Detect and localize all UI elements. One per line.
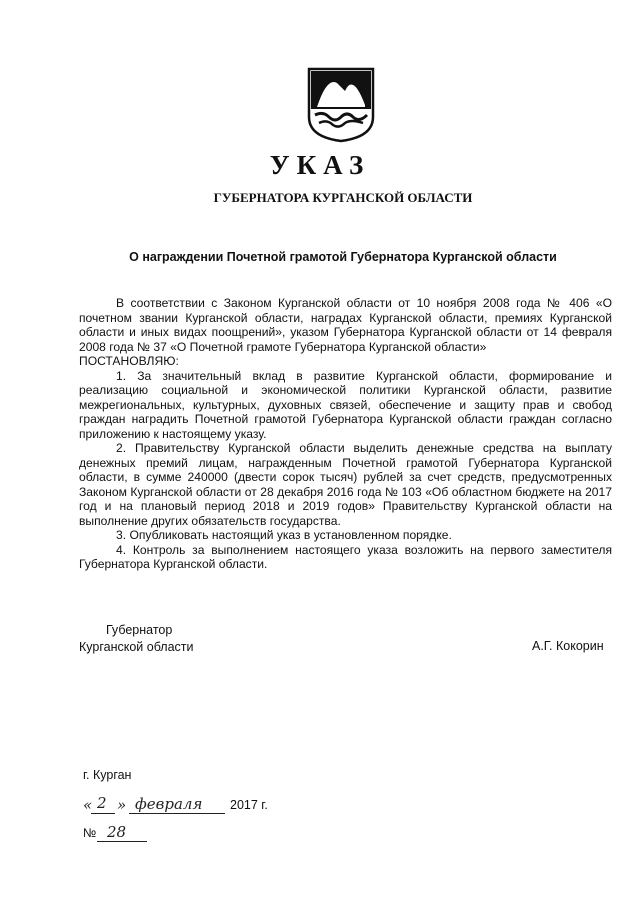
date-day: 2: [97, 794, 107, 812]
month-underline: [129, 813, 225, 814]
issue-date: [83, 796, 303, 816]
preamble-paragraph: В соответствии с Законом Курганской области от 10 ноября 2008 года № 406 «О почетном звании Курганской области, наградах Курганской области, премиях Курганской области и иных видах поощрений», указом Губернатора Курганской области от 14 февраля 2008 года № 37 «О Почетной грамоте Губернатора Курганской области»: [79, 296, 612, 354]
number-label: №: [83, 826, 97, 840]
signatory-title-line2: Курганской области: [79, 640, 194, 654]
decree-item-1: 1. За значительный вклад в развитие Курганской области, формирование и реализацию социальной и экономической политики Курганской области, развитие межрегиональных, культурных, духовных связей, обеспечение и защиту прав и свобод граждан наградить Почетной грамотой Губернатора Курганской области граждан согласно приложению к настоящему указу.: [79, 368, 612, 441]
date-open-quote: «: [83, 796, 93, 814]
number-value: 28: [107, 823, 127, 841]
decree-body: [79, 296, 612, 572]
signatory-title: [79, 622, 194, 656]
number-underline: [97, 841, 147, 842]
day-underline: [91, 813, 115, 814]
date-month: февраля: [135, 795, 203, 813]
decree-item-2: 2. Правительству Курганской области выделить денежные средства на выплату денежных премий лицам, награжденным Почетной грамотой Губернатора Курганской области, в сумме 240000 (двести сорок тысяч) рублей за счет средств, предусмотренных Законом Курганской области от 28 декабря 2016 года № 103 «Об областном бюджете на 2017 год и на плановый период 2018 и 2019 годов» Правительству Курганской области на выполнение других обязательств государства.: [79, 441, 612, 528]
decree-item-3: 3. Опубликовать настоящий указ в установленном порядке.: [116, 528, 452, 542]
place-of-issue: г. Курган: [83, 768, 132, 782]
signatory-title-line1: Губернатор: [106, 623, 173, 637]
kurgan-coat-of-arms-icon: [305, 65, 377, 143]
issuer-title: ГУБЕРНАТОРА КУРГАНСКОЙ ОБЛАСТИ: [213, 190, 473, 205]
date-close-quote: »: [117, 796, 127, 814]
decree-item-4: 4. Контроль за выполнением настоящего указа возложить на первого заместителя Губернатора Курганской области.: [79, 542, 612, 571]
decree-number: [83, 824, 203, 844]
signatory-name: А.Г. Кокорин: [532, 639, 604, 653]
decree-word: ПОСТАНОВЛЯЮ:: [79, 354, 179, 368]
decree-subject: О награждении Почетной грамотой Губернатора Курганской области: [129, 250, 557, 264]
document-type: УКАЗ: [269, 150, 371, 180]
date-year: 2017 г.: [230, 798, 268, 812]
